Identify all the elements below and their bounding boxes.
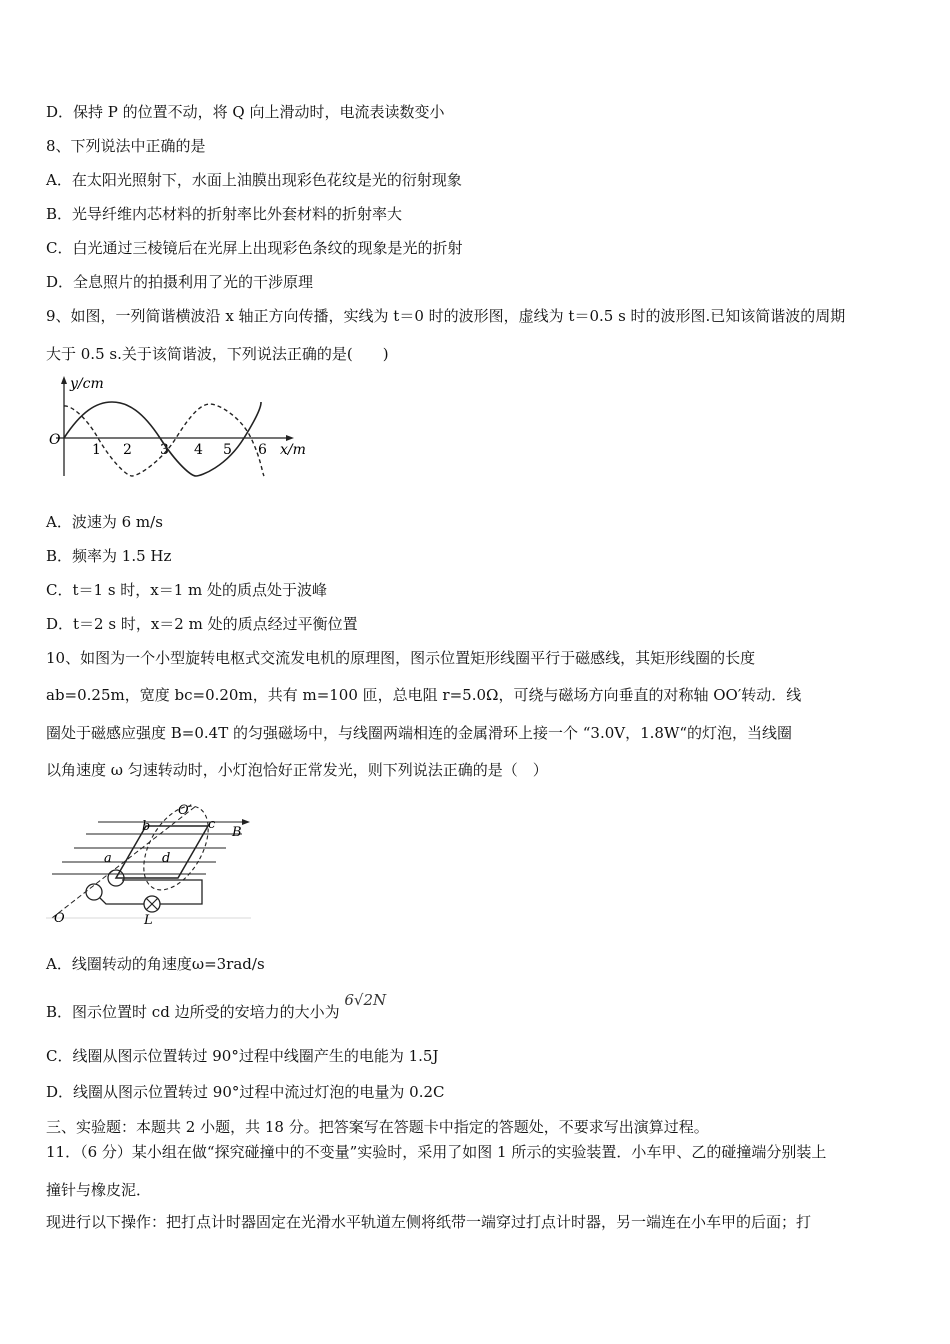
wave-figure (46, 372, 316, 484)
field-arrow (242, 819, 250, 825)
q9-stem-line2: 大于 0.5 s.关于该简谐波，下列说法正确的是( ) (46, 345, 389, 363)
label-a: a (104, 851, 112, 866)
q11-stem-line2: 撞针与橡皮泥． (46, 1181, 152, 1199)
q8-option-b: B．光导纤维内芯材料的折射率比外套材料的折射率大 (46, 205, 403, 223)
x-tick-label: 1 (92, 442, 101, 458)
q10-option-b-text: B．图示位置时 cd 边所受的安培力的大小为 (46, 1003, 340, 1021)
x-tick-label: 2 (123, 442, 132, 458)
wave-solid-t0 (64, 402, 261, 476)
label-d: d (162, 851, 171, 866)
q8-option-a: A．在太阳光照射下，水面上油膜出现彩色花纹是光的衍射现象 (46, 171, 462, 189)
q10-option-a: A．线圈转动的角速度ω=3rad/s (46, 955, 265, 973)
q9-stem-line1: 9、如图，一列简谐横波沿 x 轴正方向传播，实线为 t＝0 时的波形图，虚线为 t＝0.5 s 时的波形图.已知该简谐波的周期 (46, 307, 846, 325)
q10-option-c: C．线圈从图示位置转过 90°过程中线圈产生的电能为 1.5J (46, 1047, 439, 1065)
q7-option-d: D．保持 P 的位置不动，将 Q 向上滑动时，电流表读数变小 (46, 103, 445, 121)
x-tick-label: 3 (160, 442, 169, 458)
q10-stem-line2: ab=0.25m，宽度 bc=0.20m，共有 m=100 匝，总电阻 r=5.0Ω，可绕与磁场方向垂直的对称轴 OO′转动．线 (46, 686, 802, 704)
q10-option-b (46, 991, 387, 1022)
label-o: O (54, 911, 65, 926)
origin-label: O (49, 432, 61, 448)
section3-title: 三、实验题：本题共 2 小题，共 18 分。把答案写在答题卡中指定的答题处，不要求写出演算过程。 (46, 1118, 709, 1136)
x-axis-arrow (286, 435, 294, 441)
generator-figure (46, 796, 256, 928)
q9-option-d: D．t＝2 s 时，x＝2 m 处的质点经过平衡位置 (46, 615, 358, 633)
q10-stem-line3: 圈处于磁感应强度 B=0.4T 的匀强磁场中，与线圈两端相连的金属滑环上接一个 “3.0V，1.8W“的灯泡，当线圈 (46, 724, 793, 742)
q8-option-c: C．白光通过三棱镜后在光屏上出现彩色条纹的现象是光的折射 (46, 239, 463, 257)
q8-option-d: D．全息照片的拍摄利用了光的干涉原理 (46, 273, 314, 291)
q11-stem-line1: 11．（6 分）某小组在做“探究碰撞中的不变量”实验时，采用了如图 1 所示的实验装置．小车甲、乙的碰撞端分别装上 (46, 1143, 827, 1161)
q10-stem-line4: 以角速度 ω 匀速转动时，小灯泡恰好正常发光，则下列说法正确的是（ ） (46, 761, 548, 779)
y-axis-label: y/cm (70, 376, 104, 392)
label-c: c (208, 817, 216, 832)
q9-option-a: A．波速为 6 m/s (46, 513, 163, 531)
q11-stem-line3: 现进行以下操作：把打点计时器固定在光滑水平轨道左侧将纸带一端穿过打点计时器，另一端连在小车甲的后面；打 (46, 1213, 812, 1231)
q10-option-b-value: 6√2N (344, 991, 387, 1009)
x-axis-label: x/m (280, 442, 306, 458)
q9-option-b: B．频率为 1.5 Hz (46, 547, 172, 565)
label-l: L (144, 913, 153, 928)
slip-ring (86, 884, 102, 900)
label-o-prime: O′ (178, 803, 192, 818)
x-tick-label: 6 (258, 442, 267, 458)
q10-stem-line1: 10、如图为一个小型旋转电枢式交流发电机的原理图，图示位置矩形线圈平行于磁感线，其矩形线圈的长度 (46, 649, 756, 667)
label-field-b: B (232, 825, 242, 840)
x-tick-label: 4 (194, 442, 203, 458)
q10-option-d: D．线圈从图示位置转过 90°过程中流过灯泡的电量为 0.2C (46, 1083, 445, 1101)
label-b: b (142, 819, 151, 834)
q9-option-c: C．t＝1 s 时，x＝1 m 处的质点处于波峰 (46, 581, 328, 599)
y-axis-arrow (61, 376, 67, 384)
wave-dashed-t05 (64, 404, 264, 476)
q8-stem: 8、下列说法中正确的是 (46, 137, 206, 155)
x-tick-label: 5 (223, 442, 232, 458)
